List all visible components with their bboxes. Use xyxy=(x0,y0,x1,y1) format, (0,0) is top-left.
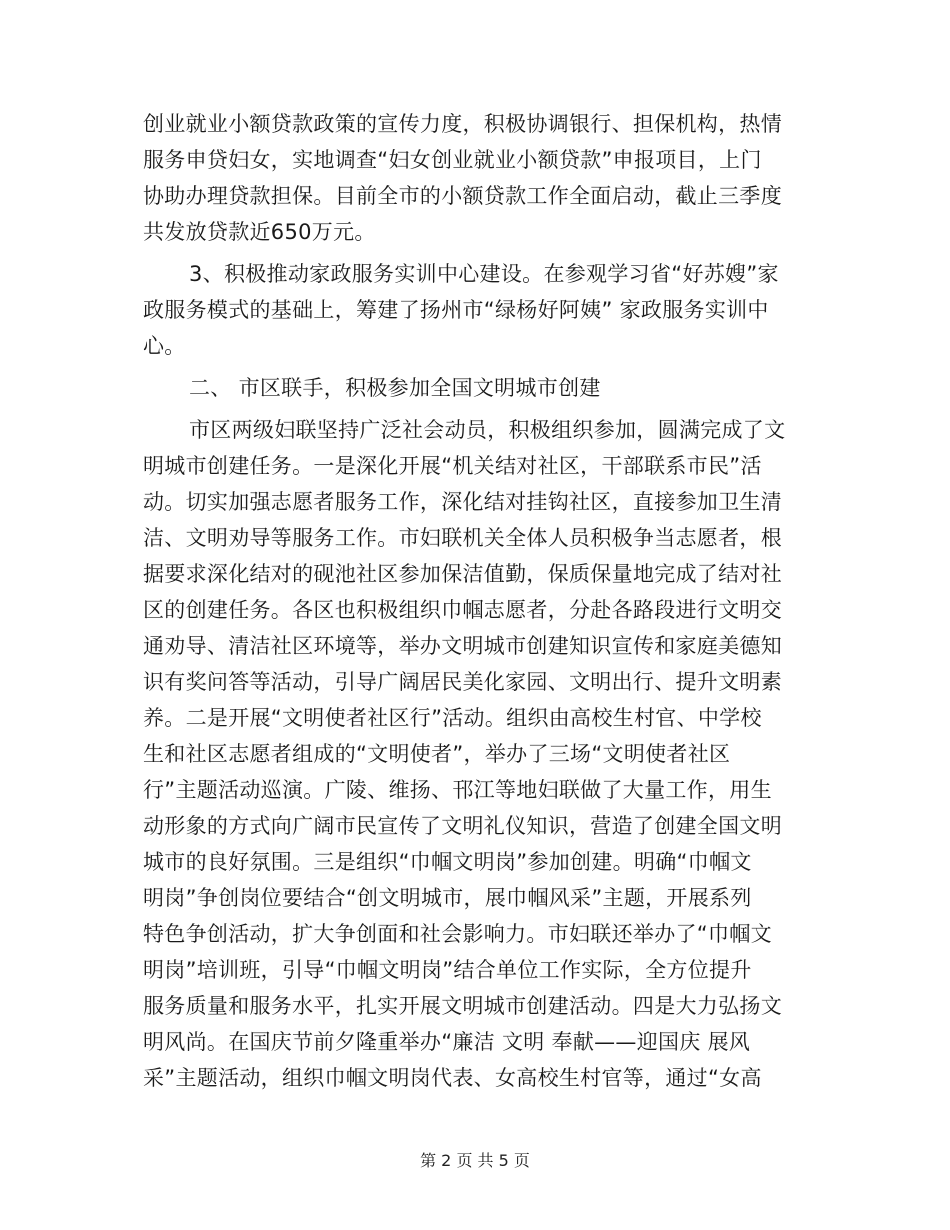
body-line: 洁、文明劝导等服务工作。市妇联机关全体人员积极争当志愿者，根 xyxy=(143,526,782,550)
body-line: 共发放贷款近650万元。 xyxy=(143,220,376,244)
body-line: 通劝导、清洁社区环境等，举办文明城市创建知识宣传和家庭美德知 xyxy=(143,634,782,658)
body-line: 养。二是开展“文明使者社区行”活动。组织由高校生村官、中学校 xyxy=(143,706,762,730)
body-line: 政服务模式的基础上，筹建了扬州市“绿杨好阿姨” 家政服务实训中 xyxy=(143,298,769,322)
body-line: 生和社区志愿者组成的“文明使者”，举办了三场“文明使者社区 xyxy=(143,742,731,766)
body-line xyxy=(143,1096,815,1132)
body-line: 服务质量和服务水平，扎实开展文明城市创建活动。四是大力弘扬文 xyxy=(143,994,782,1018)
body-line: 动形象的方式向广阔市民宣传了文明礼仪知识，营造了创建全国文明 xyxy=(143,814,782,838)
body-line: 行”主题活动巡演。广陵、维扬、邗江等地妇联做了大量工作，用生 xyxy=(143,778,772,802)
section-heading: 二、 市区联手，积极参加全国文明城市创建 xyxy=(189,376,601,400)
body-line: 明风尚。在国庆节前夕隆重举办“廉洁 文明 奉献——迎国庆 展风 xyxy=(143,1030,751,1054)
body-line: 采”主题活动，组织巾帼文明岗代表、女高校生村官等，通过“女高 xyxy=(143,1066,762,1090)
body-line: 动。切实加强志愿者服务工作，深化结对挂钩社区，直接参加卫生清 xyxy=(143,490,782,514)
body-line: 明岗”争创岗位要结合“创文明城市，展巾帼风采”主题，开展系列 xyxy=(143,886,752,910)
paragraph-first-line: 市区两级妇联坚持广泛社会动员，积极组织参加，圆满完成了文 xyxy=(189,418,786,442)
body-line: 据要求深化结对的砚池社区参加保洁值勤，保质保量地完成了结对社 xyxy=(143,562,782,586)
body-line: 明城市创建任务。一是深化开展“机关结对社区，干部联系市民”活 xyxy=(143,454,762,478)
body-line: 识有奖问答等活动，引导广阔居民美化家园、文明出行、提升文明素 xyxy=(143,670,782,694)
body-line: 协助办理贷款担保。目前全市的小额贷款工作全面启动，截止三季度 xyxy=(143,184,782,208)
body-line: 特色争创活动，扩大争创面和社会影响力。市妇联还举办了“巾帼文 xyxy=(143,922,772,946)
body-line: 创业就业小额贷款政策的宣传力度，积极协调银行、担保机构，热情 xyxy=(143,112,782,136)
body-line: 心。 xyxy=(143,334,186,358)
section-item-3-line: 3、积极推动家政服务实训中心建设。在参观学习省“好苏嫂”家 xyxy=(189,262,779,286)
body-line: 服务申贷妇女，实地调查“妇女创业就业小额贷款”申报项目，上门 xyxy=(143,148,762,172)
body-line: 明岗”培训班，引导“巾帼文明岗”结合单位工作实际，全方位提升 xyxy=(143,958,752,982)
body-line: 区的创建任务。各区也积极组织巾帼志愿者，分赴各路段进行文明交 xyxy=(143,598,782,622)
page-number-footer: 第 2 页 共 5 页 xyxy=(420,1151,530,1170)
document-body xyxy=(143,106,815,1132)
body-line: 城市的良好氛围。三是组织“巾帼文明岗”参加创建。明确“巾帼文 xyxy=(143,850,752,874)
